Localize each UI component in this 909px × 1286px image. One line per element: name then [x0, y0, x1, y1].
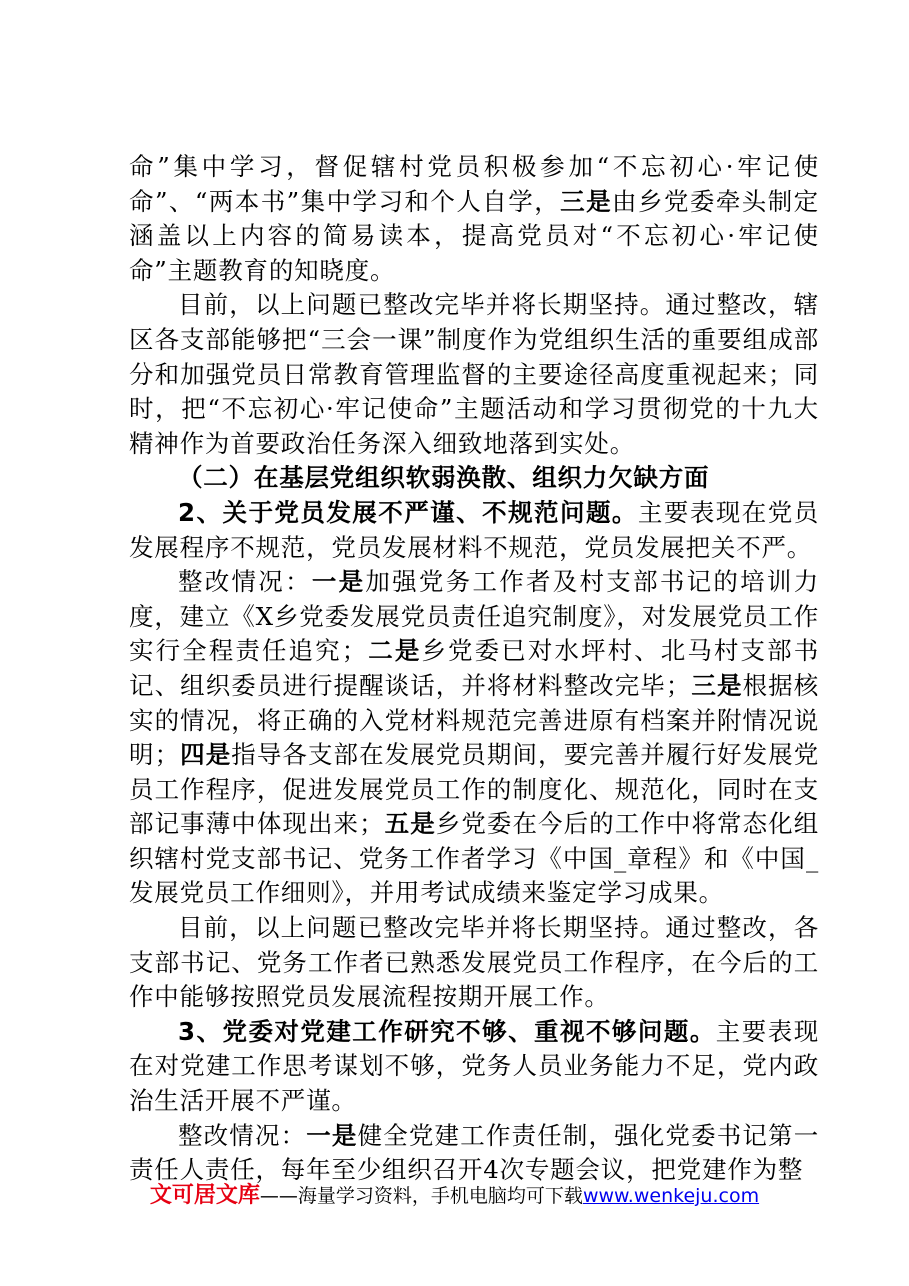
text-run: 健全党建工作责任制，强化党委书记第一责任人责任，每年至少组织召开4次专题会议，把党建作为整: [129, 1120, 820, 1185]
text-run: 乡党委在今后的工作中将常态化组织辖村党支部书记、党务工作者学习《中国_章程》和《中国_发展党员工作细则》，并用考试成绩来鉴定学习成果。: [129, 809, 820, 908]
bold-text-run: 一是: [311, 567, 366, 597]
body-paragraph: [129, 565, 819, 911]
footer-tagline: 海量学习资料，手机电脑均可下载: [297, 1185, 583, 1207]
bold-text-run: 五是: [384, 809, 436, 839]
section-heading: [129, 461, 819, 496]
text-run: 指导各支部在发展党员期间，要完善并履行好发展党员工作程序，促进发展党员工作的制度化、规范化，同时在支部记事薄中体现出来；: [129, 740, 819, 839]
bold-text-run: 一是: [306, 1120, 358, 1150]
body-paragraph: [129, 911, 819, 1015]
body-paragraph: [129, 150, 819, 288]
bold-text-run: 四是: [179, 740, 232, 770]
bold-text-run: 3、党委对党建工作研究不够、重视不够问题。: [178, 1016, 716, 1046]
footer-dash: ——: [259, 1185, 298, 1207]
text-run: 整改情况：: [178, 567, 312, 597]
footer-banner: [0, 1178, 909, 1209]
text-run: 主要表现在对党建工作思考谋划不够，党务人员业务能力不足，党内政治生活开展不严谨。: [129, 1016, 819, 1116]
bold-text-run: 三是: [691, 670, 743, 700]
bold-text-run: 2、关于党员发展不严谨、不规范问题。: [178, 497, 638, 527]
text-run: 加强党务工作者及村支部书记的培训力度，建立《X乡党委发展党员责任追究制度》，对发展党员工作实行全程责任追究；: [129, 567, 819, 666]
footer-brand: 文可居文库: [149, 1183, 260, 1208]
bold-text-run: 三是: [560, 186, 613, 216]
body-paragraph: [129, 496, 819, 565]
text-run: 目前，以上问题已整改完毕并将长期坚持。通过整改，各支部书记、党务工作者已熟悉发展党员工作程序，在今后的工作中能够按照党员发展流程按期开展工作。: [129, 913, 819, 1012]
text-run: 由乡党委牵头制定涵盖以上内容的简易读本，提高党员对“不忘初心·牢记使命”主题教育的知晓度。: [129, 186, 819, 285]
text-run: 主要表现在党员发展程序不规范，党员发展材料不规范，党员发展把关不严。: [129, 497, 819, 562]
footer-site-link[interactable]: www.wenkeju.com: [582, 1185, 760, 1207]
text-run: 根据核实的情况，将正确的入党材料规范完善进原有档案并附情况说明；: [129, 670, 819, 770]
body-paragraph: [129, 288, 819, 461]
bold-text-run: 二是: [367, 636, 422, 666]
text-run: 乡党委已对水坪村、北马村支部书记、组织委员进行提醒谈话，并将材料整改完毕；: [129, 636, 819, 700]
text-run: （二）在基层党组织软弱涣散、组织力欠缺方面: [178, 463, 710, 493]
text-run: 命”集中学习，督促辖村党员积极参加“不忘初心·牢记使命”、“两本书”集中学习和个人自学，: [129, 152, 819, 216]
body-paragraph: [129, 1015, 819, 1119]
text-run: 整改情况：: [178, 1120, 307, 1150]
document-body: [129, 150, 819, 1188]
text-run: 目前，以上问题已整改完毕并将长期坚持。通过整改，辖区各支部能够把“三会一课”制度作为党组织生活的重要组成部分和加强党员日常教育管理监督的主要途径高度重视起来；同时，把“不忘初心·牢记使命”主题活动和学习贯彻党的十九大精神作为首要政治任务深入细致地落到实处。: [129, 290, 819, 458]
